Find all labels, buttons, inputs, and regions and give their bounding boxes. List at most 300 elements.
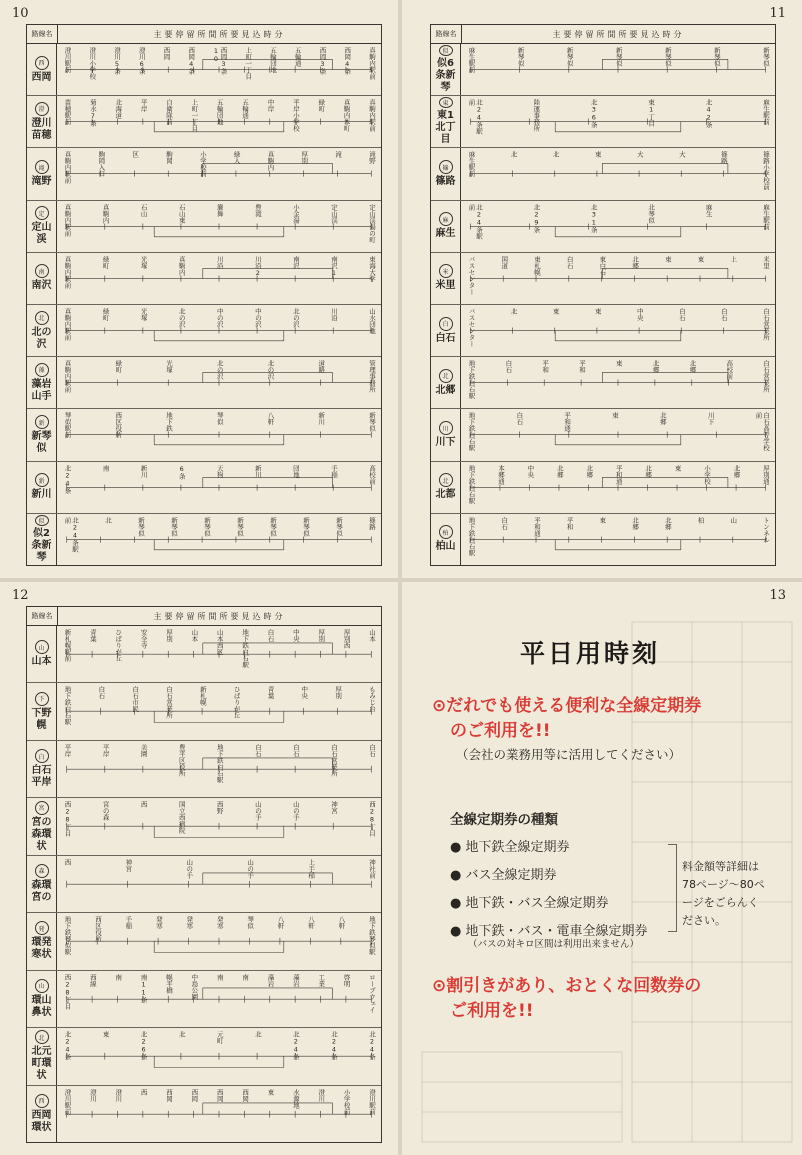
stop-label: 中の沢 [253,308,262,328]
route-name-cell [27,1028,57,1084]
route-name-cell [27,409,57,460]
stop-label: 厚別 [317,629,326,642]
stop-label: 厚別西 [342,629,351,649]
route-row [27,971,381,1028]
stop-label: 真駒内駅前 [63,360,72,393]
stop-label: 北24条 [329,1031,338,1061]
stop-label: 自衛隊前 [165,99,173,126]
list-item: ● バス全線定期券 [450,868,557,883]
route-row [431,44,775,96]
bullet-icon: ● [450,896,462,911]
stop-label: 菊水7条 [88,99,97,127]
stop-label: 八軒 [337,916,346,930]
route-diagram [57,253,381,304]
stop-label: 上手稲 [307,858,316,879]
promo-full-line-pass [432,694,701,744]
route-name-cell [431,409,461,460]
page-title: 平日用時刻 [520,639,661,668]
route-name: 新川 [31,489,52,501]
stop-label: 新琴似 [236,516,244,537]
route-row [27,856,381,913]
stop-label: 麻生駅前 [761,99,770,126]
bracket [668,844,677,932]
stop-label: 光塚 [139,255,148,269]
route-diagram [57,305,381,356]
route-name-cell [431,96,461,147]
stop-list [467,412,769,452]
stop-label: 山本 [190,629,199,642]
stop-label: 中岸 [266,99,275,113]
route-row [27,201,381,253]
stop-label: 石山東 [177,203,186,224]
stop-label: 小学校 [703,464,711,485]
route-name: 白石平岸 [31,765,52,789]
page-10 [0,0,398,578]
route-name: 藻岩山手 [31,378,52,402]
stop-label: 北24条 [368,1031,376,1061]
stop-label: 高校前 [368,464,376,485]
route-diagram [57,44,381,95]
stop-label: 平和通 [532,516,541,537]
stop-label: 西岡3条10 [212,47,228,75]
route-badge: 北 [439,473,453,487]
stop-list [63,360,375,393]
stop-label: 新札幌駅前 [63,629,72,662]
route-name-cell [27,462,57,513]
stop-label: 南 [101,464,110,472]
list-item: ● 地下鉄全線定期券 [450,840,570,855]
stop-label: 澄川駅前 [63,1088,72,1115]
stop-label: ひばりが丘 [114,629,123,662]
stop-label: 発寒 [185,916,194,930]
stop-label: 小学校前 [342,1088,351,1115]
timetable [26,24,382,566]
route-diagram [57,1028,381,1084]
route-name: 北元町環状 [31,1046,52,1082]
stop-label: 川沿 [329,308,338,322]
stop-label: 平和通 [563,412,572,432]
stop-label: 柏 [696,516,705,524]
pass-types-heading: 全線定期券の種類 [450,812,558,828]
page-11 [402,0,802,578]
stop-label: 平岸 [101,743,110,757]
route-row [27,1028,381,1085]
route-badge: 似 [439,45,453,56]
route-name-cell [431,253,461,304]
route-badge: 北 [35,1030,49,1044]
stop-label: 北の沢 [215,360,224,380]
stop-label: 東 [593,151,602,158]
route-name: 白石 [435,332,456,344]
stop-label: 宮の森 [101,801,110,821]
stop-label: 地下鉄白石駅 [467,360,476,400]
bullet-icon: ● [450,868,462,883]
stop-label: 北24条 [63,464,72,494]
stop-label: 北24条駅前 [467,99,483,135]
stop-label: 国道 [500,255,509,269]
stop-label: 元町 [215,1031,224,1045]
route-row [27,626,381,683]
promo-line-1: ⊙割引きがあり、おとくな回数券の [432,976,702,996]
route-diagram [57,462,381,513]
route-name-cell [27,96,57,147]
stop-label: バスセンター [467,308,476,348]
route-badge: 白 [35,749,49,763]
route-name: 篠路 [435,176,456,187]
stop-label: 手稲 [124,916,133,930]
route-diagram [57,683,381,739]
stop-label: 青葉 [88,629,97,642]
stop-label: 新琴似 [368,412,376,432]
stop-label: 新琴似 [663,47,672,67]
stop-label: 山の手 [185,858,194,879]
stop-label: 6条 [177,464,186,480]
stop-label: 山の手 [253,801,262,821]
route-name-cell [431,44,461,95]
promo-line-2: のご利用を!! [450,721,551,741]
stop-label: 白石営業所 [164,686,173,719]
route-diagram [57,913,381,969]
stop-label: 山本 [368,629,376,642]
stop-label: 真駒内駅前 [368,47,376,80]
stop-label: 真駒内 [101,203,110,224]
stop-label: 幌平橋 [165,973,173,994]
route-badge: 西 [35,1094,49,1108]
stop-label: 澄川 [114,1088,123,1102]
route-badge: 白 [439,317,453,331]
route-name-cell [27,514,57,565]
route-diagram [57,409,381,460]
route-row [431,148,775,200]
route-diagram [57,148,381,199]
stop-label: 真駒内本町 [342,99,351,132]
stop-label: 中央 [635,308,644,322]
stop-list [63,151,375,184]
stop-label: 地下鉄白石駅 [215,743,224,783]
route-badge: 北 [35,311,49,325]
route-badge: 澄 [35,102,49,116]
stop-label: 北 [253,1031,262,1038]
stop-label: 澄川 [88,1088,97,1102]
route-badge: 定 [35,206,49,220]
stop-label: 北郷 [555,464,564,478]
route-diagram [57,514,381,565]
route-row [27,148,381,200]
stop-list [63,204,375,243]
stop-label: 水源地 [291,1088,300,1108]
stop-label: 東 [663,255,672,263]
stop-label: 北郷 [651,360,660,374]
stop-label: 豊平区役所 [177,743,186,777]
route-name: 環山鼻状 [31,994,52,1018]
stop-label: 上町一丁目 [190,99,199,132]
stop-label: 山本西区 [215,629,224,655]
stop-label: 東 [551,308,560,315]
stop-label: 白石市民 [131,686,140,713]
route-row [27,798,381,855]
stop-list [63,256,375,289]
route-diagram [57,1086,381,1142]
stop-label: 真駒内 [266,151,275,171]
list-item: ● 地下鉄・バス・電車全線定期券 [450,924,648,939]
stop-label: 南沢 [291,255,300,269]
stop-label: 地下鉄白石駅 [467,412,476,452]
page-13 [402,582,802,1155]
stop-label: 西岡 [190,1088,199,1102]
stop-label: 南 [215,973,224,981]
stop-label: 西岡4条 [187,47,196,75]
stop-label: 平和通 [614,464,623,485]
stop-label: 新琴似 [137,516,145,537]
stop-label: 啓明 [342,973,351,987]
table-header [27,25,381,44]
stop-label: 北 [509,308,518,315]
stop-label: 五輪通 [241,99,250,119]
stop-label: 大 [635,151,644,158]
stop-label: 大 [677,151,686,158]
stop-label: 地下鉄琴似駅 [367,916,376,956]
route-name: 澄川苗穂 [31,117,52,141]
stop-label: 地下鉄白石駅 [241,629,250,668]
stop-label: 北郷 [644,464,653,478]
route-name: 北都 [435,489,456,501]
stop-label: 八軒 [266,412,275,426]
route-name-cell [27,971,57,1027]
stop-label: 篠路小学校前 [761,151,770,191]
stop-label: 西区役所 [114,412,123,439]
stop-label: 琴似 [246,916,255,930]
route-diagram [461,44,775,95]
stop-label: 地下鉄白石駅 [63,686,72,726]
route-name-cell [27,741,57,797]
stop-label: 八軒 [307,916,315,930]
route-diagram [57,626,381,682]
route-badge: 藻 [35,363,49,377]
stop-label: 平和 [577,360,586,374]
stop-list [63,1031,375,1060]
list-item: ● 地下鉄・バス全線定期券 [450,896,609,911]
stop-label: 中央 [300,686,309,700]
stop-label: 石山 [139,203,148,217]
route-name: 下野幌 [31,707,52,731]
route-diagram [57,856,381,912]
stop-label: 緑町 [101,308,110,322]
stop-label: 真駒内駅前 [63,203,72,237]
stop-label: 新琴似 [170,516,178,537]
stop-label: 国立西病院 [177,801,186,834]
promo-note: （会社の業務用等に活用してください） [456,747,682,762]
route-name: 森環宮の [31,879,52,903]
stop-label: 新琴似 [712,47,721,67]
stop-label: 真駒内駅前 [63,255,72,289]
stop-label: 西岡 [215,1088,224,1102]
stop-label: 白石 [500,516,509,530]
stop-label: 神社前 [367,858,376,879]
route-badge: 東 [439,97,453,108]
stop-label: 東 [696,255,705,263]
page-12 [0,582,398,1155]
stop-label: 緑町 [317,99,326,113]
stop-label: 苗穂駅前 [63,99,72,126]
stop-label: 西28丁目 [63,973,72,1010]
stop-label: 西区役所 [93,916,102,943]
stop-label: トンネル [761,516,770,543]
stop-label: 北の沢 [291,308,300,328]
route-row [431,305,775,357]
col-route-header: 路線名 [431,25,462,43]
stop-label: 東 [266,1088,275,1095]
stop-label: 地下鉄白石駅 [467,516,476,556]
stop-label: 北琴似 [647,203,656,224]
stop-label: 新札幌 [198,686,207,706]
route-name: 川下 [435,437,456,449]
route-badge: 米 [439,264,453,278]
route-name: 麻生 [435,228,456,240]
stop-list [467,517,769,556]
stop-label: 東 [610,412,619,419]
route-name-cell [27,913,57,969]
route-row [27,741,381,798]
timetable [26,606,382,1143]
route-badge: 山 [35,640,49,654]
stop-label: 北42条 [704,99,713,129]
stop-label: 藻岩 [266,973,275,987]
table-header [27,607,381,626]
route-row [431,96,775,148]
col-main-header: 主要停留所間所要見込時分 [552,29,685,39]
route-diagram [461,148,775,199]
stop-label: 小学校前 [198,151,207,178]
col-main-header: 主要停留所間所要見込時分 [153,611,286,621]
stop-label: 白石 [97,686,106,700]
stop-label: 川沿 [215,255,224,269]
stop-list [467,99,769,139]
stop-label: 中の沢 [215,308,224,328]
route-name-cell [431,201,461,252]
route-row [27,462,381,514]
stop-label: 新琴似 [516,47,525,67]
route-row [431,357,775,409]
stop-label: 地下鉄 [165,412,173,432]
pass-types-note: （バスの対キロ区間は利用出来ません） [468,939,640,950]
stop-label: 西岡4条 [343,47,352,75]
route-name-cell [431,148,461,199]
promo-line-2: ご利用を!! [450,1001,534,1021]
stop-label: 北24条 [63,1031,72,1061]
route-name-cell [27,683,57,739]
stop-label: 青葉 [266,686,275,700]
stop-label: 五輪団地 [215,99,224,126]
route-badge: 似 [35,515,49,526]
route-badge: 滝 [35,160,49,174]
stop-label: 北24条駅前 [467,203,483,240]
stop-list [63,517,375,557]
stop-label: 麻生駅前 [467,151,476,178]
route-row [431,409,775,461]
stop-label: 新琴似 [302,516,310,537]
stop-list [63,47,375,87]
stop-label: 管理事務所 [368,360,376,393]
stop-label: 白石 [719,308,728,322]
route-rows [27,44,381,565]
route-name: 似6条新琴 [435,58,456,94]
stop-label: 新川 [253,464,262,478]
route-name: 西岡環状 [31,1109,52,1133]
route-badge: 西 [35,56,49,70]
stop-label: 北24条 [291,1031,300,1061]
table-header [431,25,775,44]
route-name: 北の沢 [31,326,52,350]
route-rows [431,44,775,565]
route-diagram [461,305,775,356]
stop-label: 平岸 [139,99,148,113]
stop-list [63,1089,375,1115]
stop-label: 緑町 [101,255,110,269]
stop-list [63,744,375,783]
stop-label: 澄川小学校 [88,47,97,80]
route-name: 滝野 [31,176,52,187]
route-name: 西岡 [31,71,52,83]
stop-label: 厚別通 [761,464,770,485]
route-badge: 宮 [35,801,49,815]
stop-label: 麻生 [704,203,713,217]
page-number: 13 [769,588,786,603]
stop-label: 簾舞 [215,203,224,217]
stop-label: 西岡 [162,47,171,60]
promo-coupon-tickets [432,974,701,1024]
route-name: 山本 [31,656,52,668]
stop-label: 光塚 [165,360,173,374]
timetable [430,24,776,566]
stop-label: 西岡3条 [318,47,327,75]
stop-label: 川沿2 [253,255,262,277]
stop-label: 白石営業所 [762,360,770,393]
route-diagram [57,96,381,147]
stop-label: 澄川5条 [113,47,121,75]
stop-label: 小金湯 [291,203,300,224]
route-name: 南沢 [31,280,52,292]
stop-label: 西28丁目 [63,801,72,837]
route-name-cell [27,253,57,304]
stop-label: 東 [598,516,607,524]
stop-label: 山水団地 [368,308,376,335]
stop-label: 神宮 [124,858,133,872]
stop-label: 光塚 [139,308,148,322]
stop-label: 駒岡入口 [97,151,106,178]
stop-label: 北郷 [663,516,672,530]
stop-label: ロープウェイ [368,973,376,1013]
route-name-cell [431,462,461,513]
stop-label: 団地 [291,464,300,478]
stop-label: バスセンター [467,255,476,295]
stop-label: 白石 [504,360,513,374]
stop-label: 新琴似 [614,47,623,67]
route-name-cell [431,357,461,408]
route-badge: 新 [35,415,49,429]
stop-label: 北郷 [658,412,667,426]
route-name-cell [27,357,57,408]
route-name-cell [27,44,57,95]
route-name-cell [27,626,57,682]
stop-label: 緑町 [114,360,123,374]
stop-label: 区 [131,151,140,158]
route-row [431,514,775,565]
route-row [27,357,381,409]
route-row [27,514,381,565]
stop-label: 美園 [139,743,148,757]
stop-label: 北の沢 [177,308,186,328]
route-badge: 麻 [439,212,453,226]
